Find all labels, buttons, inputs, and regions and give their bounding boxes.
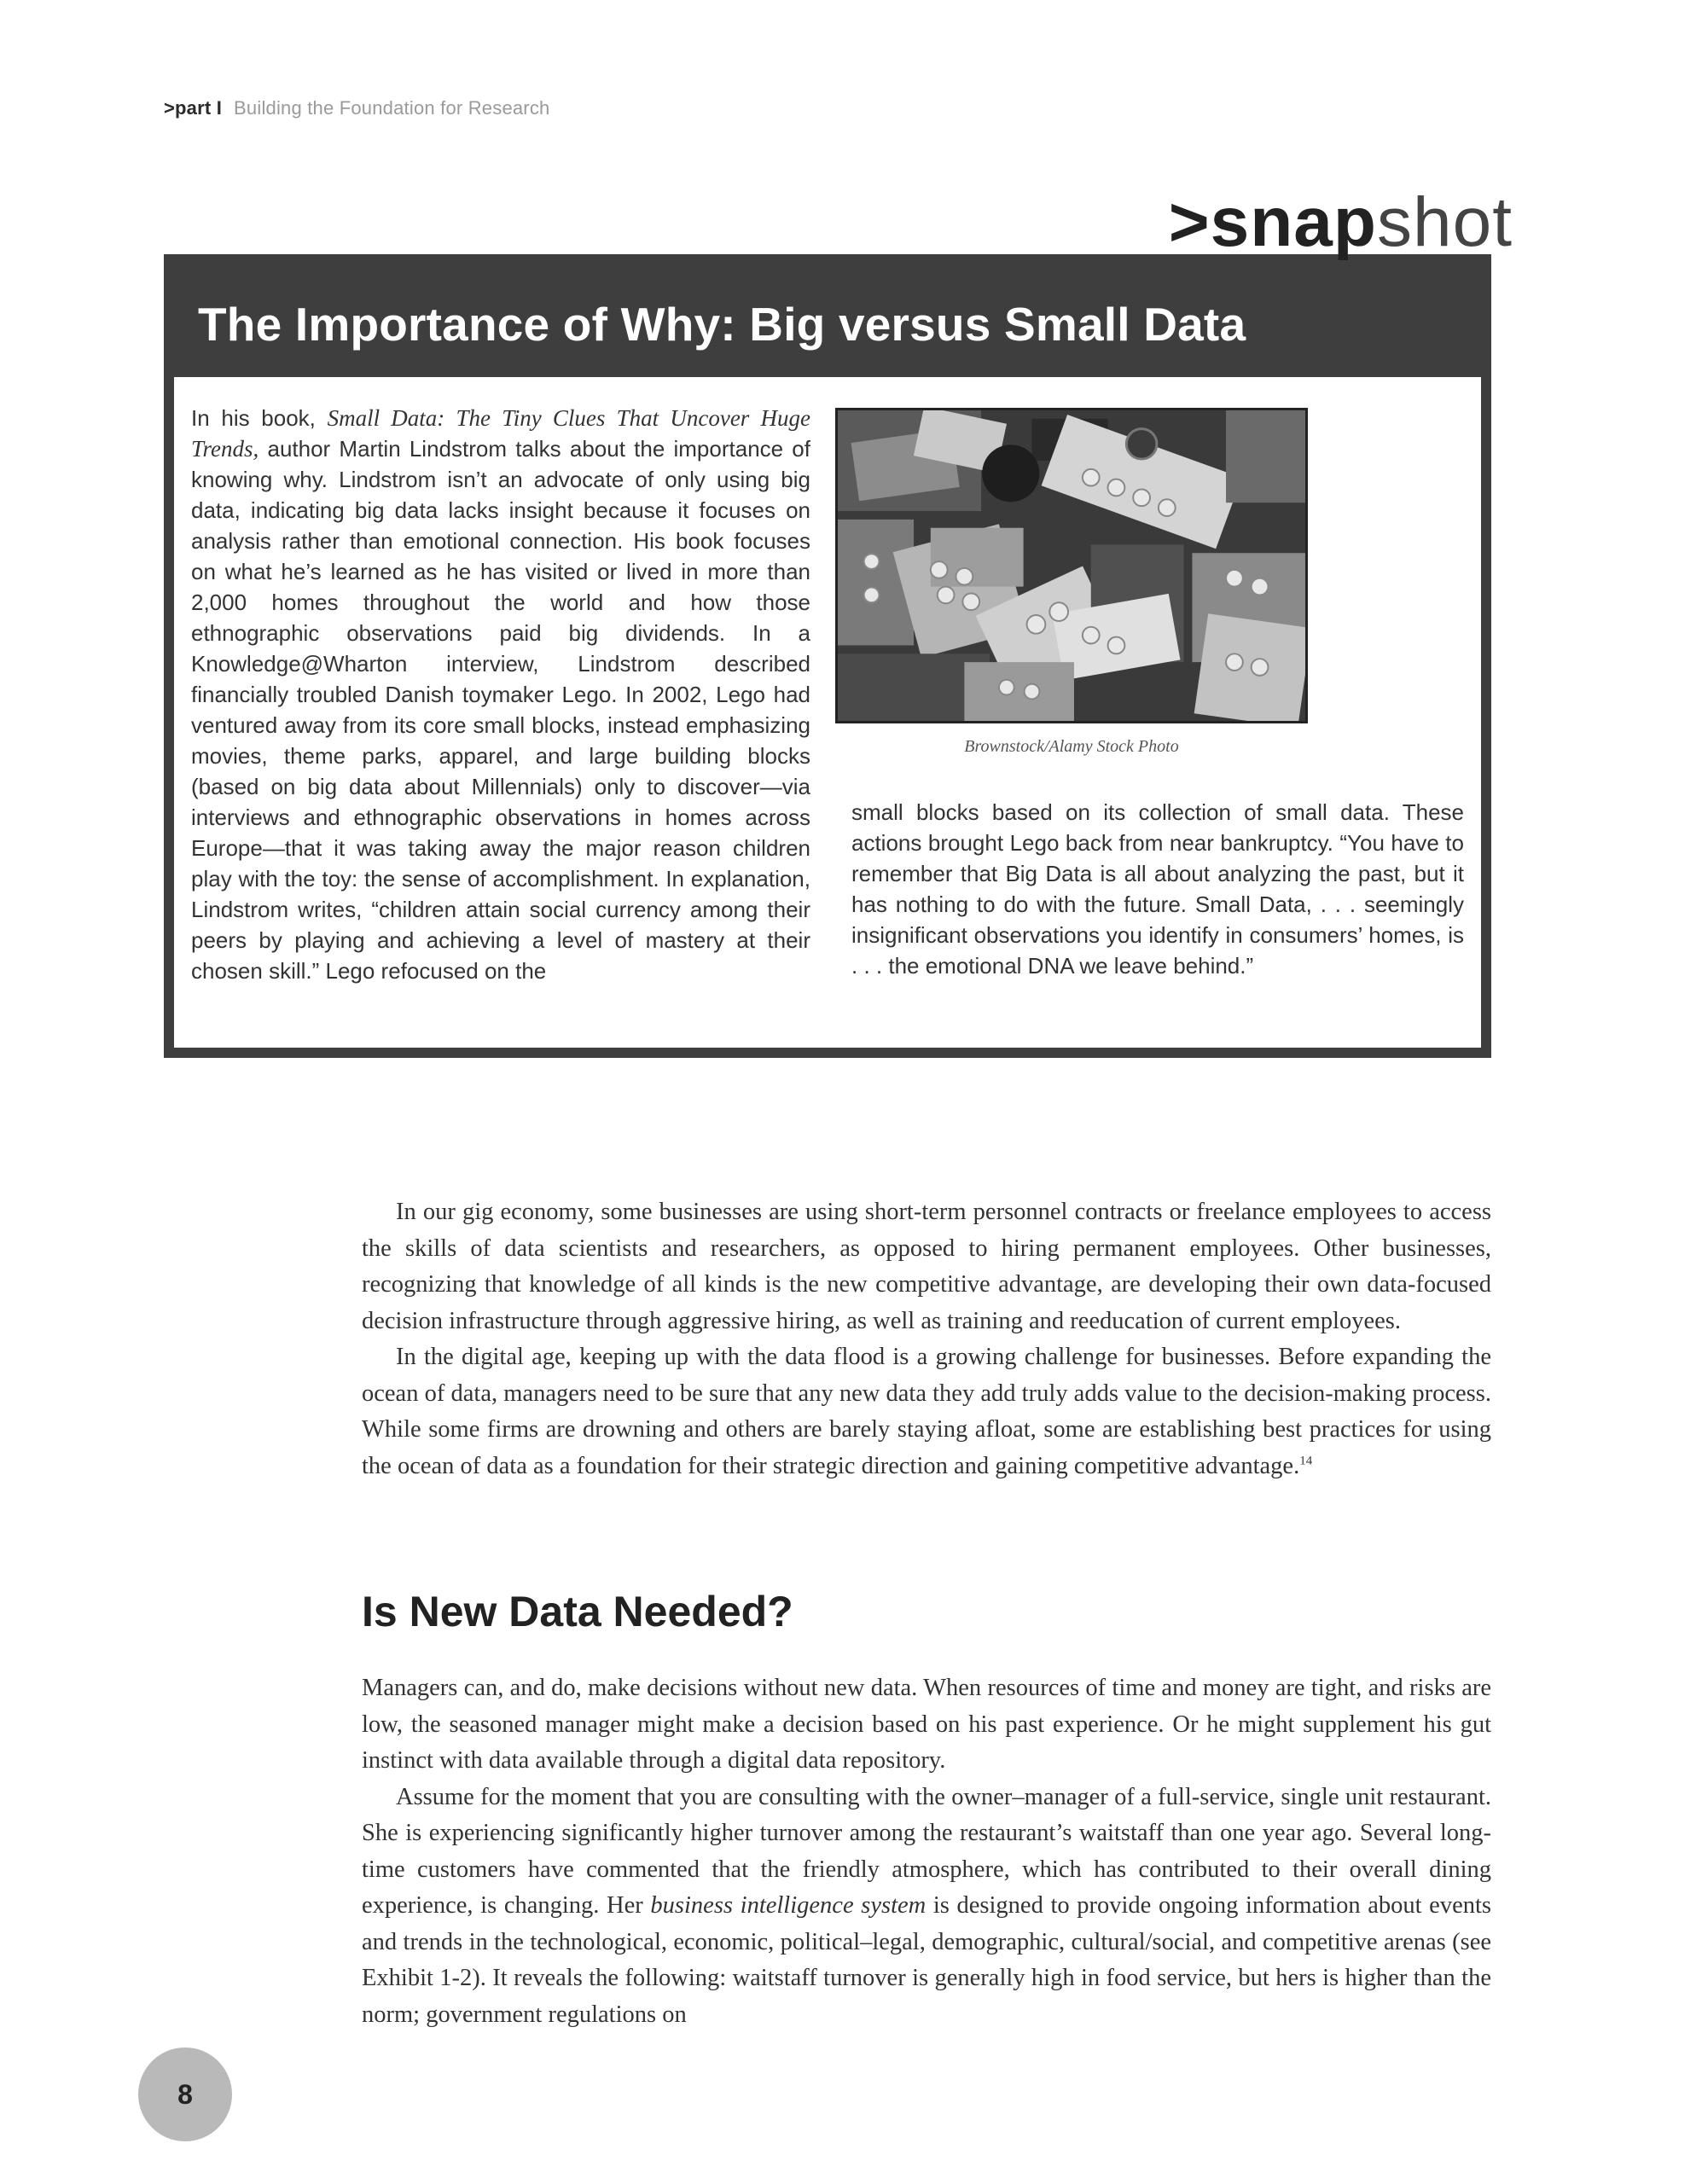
snapshot-left-column	[191, 403, 810, 986]
running-head	[164, 97, 549, 119]
intro-text: In his book,	[191, 405, 328, 431]
paragraph: Managers can, and do, make decisions without new data. When resources of time and money are tight, and risks are low, the seasoned manager might make a decision based on his past experience. Or he might supplement his gut instinct with data available through a digital data repository.	[362, 1675, 1491, 1774]
page-number: 8	[138, 2048, 232, 2141]
body-text-upper	[362, 1194, 1491, 1484]
footnote-marker: 14	[1299, 1454, 1313, 1467]
part-title: Building the Foundation for Research	[234, 97, 550, 119]
left-body-text: author Martin Lindstrom talks about the importance of knowing why. Lindstrom isn’t an advocate of only using big data, indicating big data lacks insight because it focuses on analysis rather than emotional connection. His book focuses on what he’s learned as he has visited or lived in more than 2,000 homes throughout the world and how those ethnographic observations paid big dividends. In a Knowledge@Wharton interview, Lindstrom described financially troubled Danish toymaker Lego. In 2002, Lego had ventured away from its core small blocks, instead emphasizing movies, theme parks, apparel, and large building blocks (based on big data about Millennials) only to discover—via interviews and ethnographic observations in homes across Europe—that it was taking away the major reason children play with the toy: the sense of accomplishment. In explanation, Lindstrom writes, “children attain social currency among their peers by playing and achieving a level of mastery at their chosen skill.” Lego refocused on the	[191, 436, 810, 984]
book-title: Small Data: The Tiny Clues That Uncover Huge Trends,	[191, 405, 810, 462]
snapshot-content	[174, 377, 1481, 1048]
paragraph-text: Assume for the moment that you are consulting with the owner–manager of a full-service, single unit restaurant. She is experiencing significantly higher turnover among the restaurant’s waitstaff than one year ago. Several long-time customers have commented that the friendly atmosphere, which has contributed to their overall dining experience, is changing. Her	[362, 1783, 1491, 1919]
snapshot-title: The Importance of Why: Big versus Small Data	[198, 298, 1246, 351]
section-heading: Is New Data Needed?	[362, 1588, 793, 1635]
paragraph-text: In the digital age, keeping up with the data flood is a growing challenge for businesses. Before expanding the ocean of data, managers need to be sure that any new data they add truly adds value to the decision-making process. While some firms are drowning and others are barely staying afloat, some are establishing best practices for using the ocean of data as a foundation for their strategic direction and gaining competitive advantage.	[362, 1344, 1491, 1479]
paragraph: In our gig economy, some businesses are using short-term personnel contracts or freelance employees to access the skills of data scientists and researchers, as opposed to hiring permanent employees. Other businesses, recognizing that knowledge of all kinds is the new competitive advantage, are developing their own data-focused decision infrastructure through aggressive hiring, as well as training and reeducation of current employees.	[362, 1199, 1491, 1334]
paragraph-text: is designed to provide ongoing information about events and trends in the technological, economic, political–legal, demographic, cultural/social, and competitive arenas (see Exhibit 1-2). It reveals the following: waitstaff turnover is generally high in food service, but hers is higher than the norm; government regulations on	[362, 1892, 1491, 2028]
body-text-lower	[362, 1670, 1491, 2033]
snapshot-logo	[1168, 183, 1513, 261]
snapshot-box	[164, 254, 1491, 1058]
lego-bricks-image	[838, 410, 1305, 721]
paragraph	[362, 1339, 1491, 1484]
photo-credit: Brownstock/Alamy Stock Photo	[964, 737, 1179, 756]
snapshot-logo-thin: shot	[1377, 183, 1513, 261]
snapshot-logo-bold: >snap	[1168, 183, 1377, 261]
paragraph	[362, 1780, 1491, 2034]
snapshot-right-column: small blocks based on its collection of small data. These actions brought Lego back from near bankruptcy. “You have to remember that Big Data is all about analyzing the past, but it has nothing to do with the future. Small Data, . . . seemingly insignificant observations you identify in consumers’ homes, is . . . the emotional DNA we leave behind.”	[851, 799, 1464, 979]
part-label: >part I	[164, 97, 223, 119]
lego-bricks-photo	[835, 408, 1308, 723]
emphasis-term: business intelligence system	[650, 1892, 927, 1919]
